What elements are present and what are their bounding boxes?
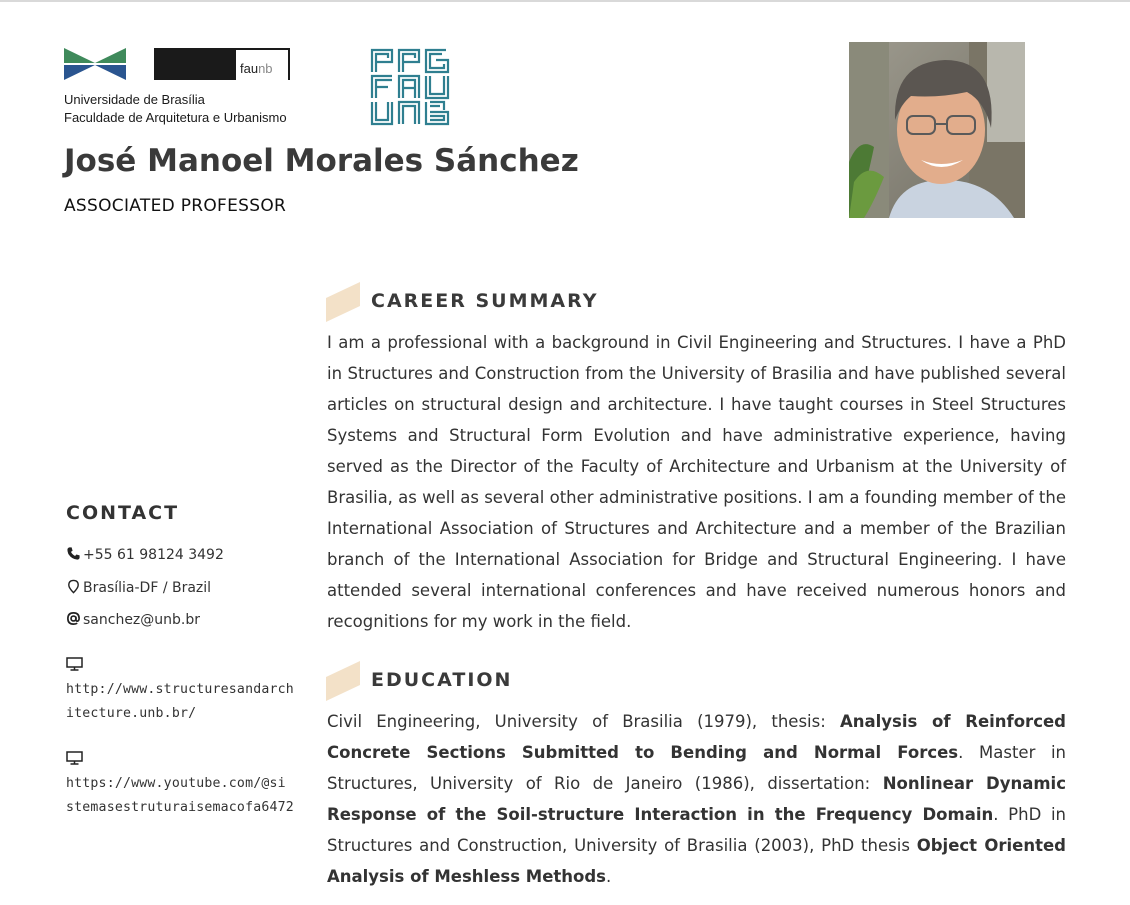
website-link-cont[interactable]: itecture.unb.br/ [66, 706, 197, 721]
contact-location [66, 579, 211, 596]
at-icon [66, 611, 81, 626]
location-text: Brasília-DF / Brazil [83, 580, 212, 596]
map-pin-icon [66, 579, 81, 594]
profile-photo [849, 42, 1025, 218]
youtube-link-cont[interactable]: stemasestruturaisemacofa6472 [66, 800, 294, 815]
faculty-name: Faculdade de Arquitetura e Urbanismo [64, 110, 287, 125]
career-summary-heading: CAREER SUMMARY [371, 290, 599, 312]
university-name: Universidade de Brasília [64, 92, 205, 107]
email-link[interactable]: sanchez@unb.br [83, 612, 201, 628]
unb-flag-icon [64, 48, 126, 80]
education-text: Civil Engineering, University of Brasilia (1979), thesis: Analysis of Reinforced Concrete Sections Submitted to Bending and Normal Forces. Master in Structures, University of Rio de Janeiro (1986), dissertation: Nonlinear Dynamic Response of the Soil-structure Interaction in the Frequency Domain. PhD in Structures and Construction, University of Brasilia (2003), PhD thesis Object Oriented Analysis of Meshless Methods. [327, 712, 1067, 886]
contact-heading: CONTACT [66, 502, 180, 524]
section-marker-icon [326, 282, 360, 322]
person-name: José Manoel Morales Sánchez [64, 143, 579, 179]
contact-email [66, 611, 200, 628]
youtube-link[interactable]: https://www.youtube.com/@si [66, 776, 286, 791]
contact-phone [66, 546, 224, 563]
thesis-title: Analysis of Reinforced Concrete Sections Submitted to Bending and Normal Forces [327, 712, 1066, 762]
phone-number[interactable]: +55 61 98124 3492 [83, 547, 224, 563]
monitor-icon [66, 657, 83, 671]
phone-icon [66, 546, 81, 561]
career-summary-text: I am a professional with a background in Civil Engineering and Structures. I have a PhD in Structures and Construction from the University of Brasilia and have published several articles on structural design and architecture. I have taught courses in Steel Structures Systems and Structural Form Evolution and have administrative experience, having served as the Director of the Faculty of Architecture and Urbanism at the University of Brasilia, as well as several other administrative positions. I am a founding member of the International Association of Structures and Architecture and a member of the Brazilian branch of the International Association for Bridge and Structural Engineering. I have attended several international conferences and have received numerous honors and recognitions for my work in the field. [327, 333, 1066, 631]
section-marker-icon [326, 661, 360, 701]
dissertation-title: Nonlinear Dynamic Response of the Soil-structure Interaction in the Frequency Domain [327, 774, 1066, 824]
education-heading: EDUCATION [371, 669, 513, 691]
website-link[interactable]: http://www.structuresandarch [66, 682, 294, 697]
monitor-icon [66, 751, 83, 765]
job-title: ASSOCIATED PROFESSOR [64, 196, 287, 216]
ppg-fau-unb-logo [370, 48, 450, 126]
top-divider [0, 0, 1130, 2]
faunb-logo: faunb [154, 48, 290, 80]
phd-thesis-title: Object Oriented Analysis of Meshless Methods [327, 836, 1066, 886]
